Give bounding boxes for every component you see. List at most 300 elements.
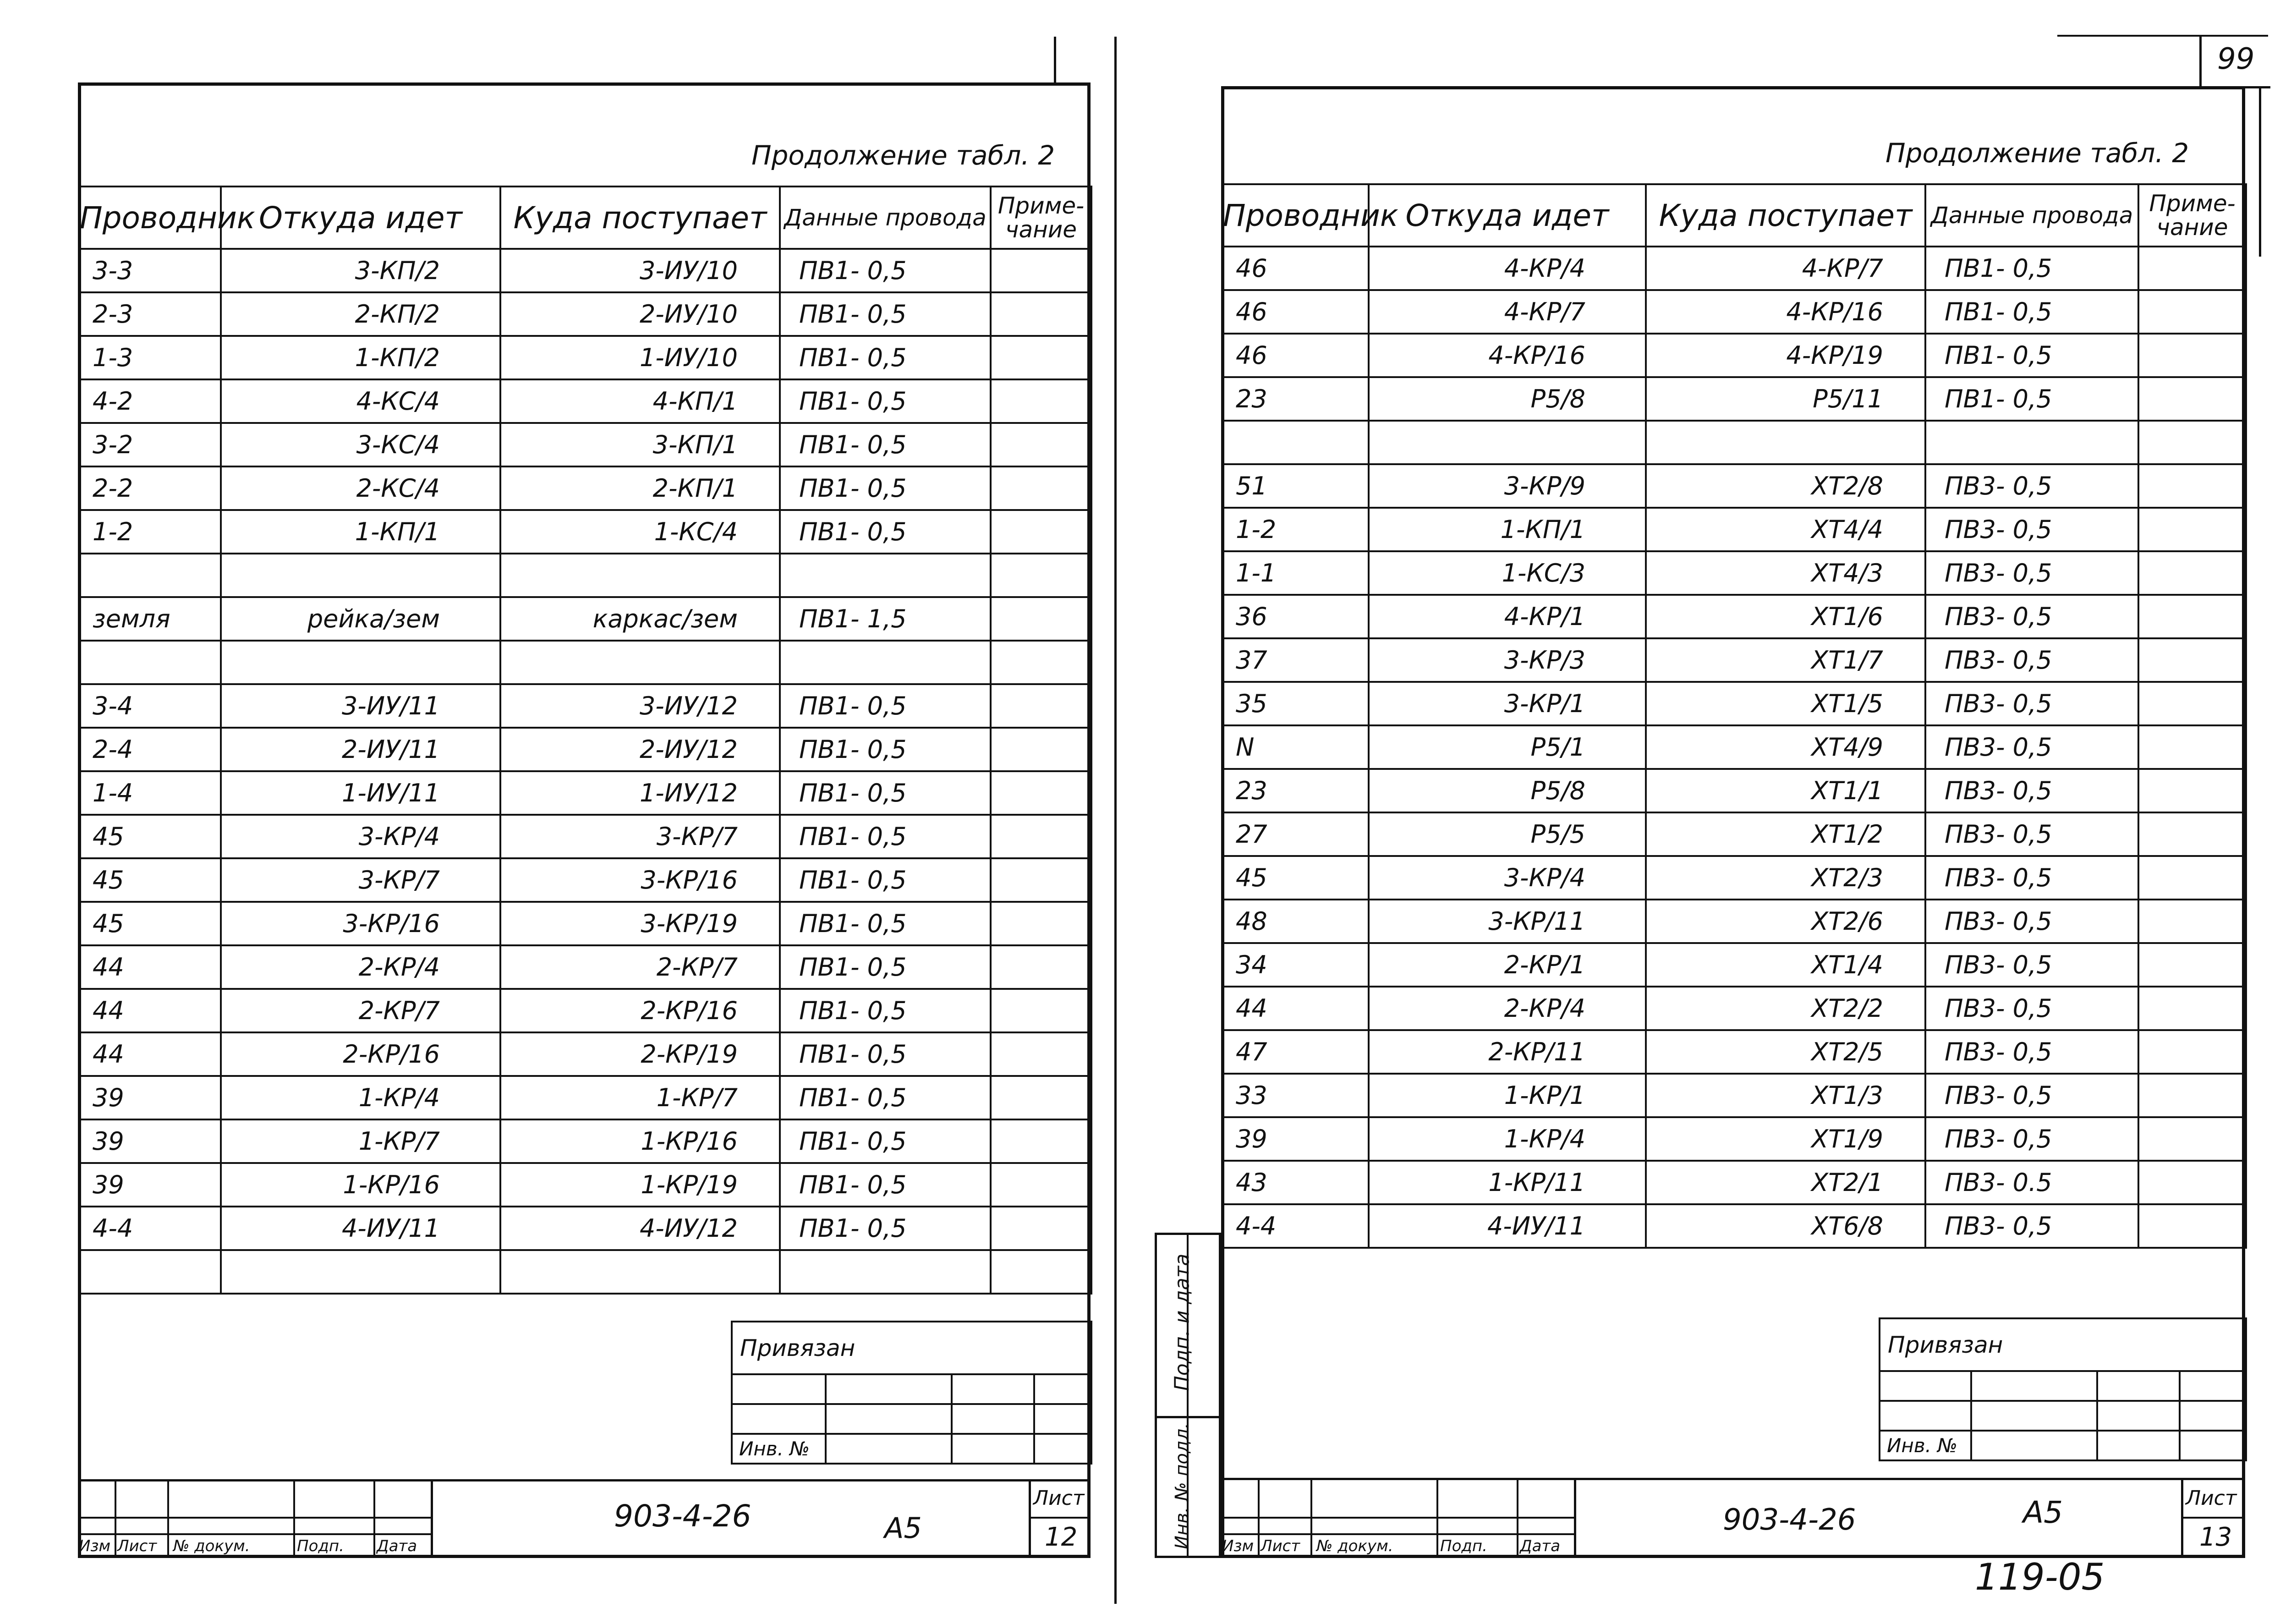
conductor-cell: N [1222, 725, 1369, 769]
to-cell: 1-КС/4 [500, 510, 780, 554]
note-cell [991, 684, 1091, 728]
to-cell: 2-КП/1 [500, 466, 780, 510]
wire-data-cell [780, 1250, 991, 1294]
note-cell [991, 1032, 1091, 1076]
table-row [1222, 508, 2246, 551]
note-cell [991, 597, 1091, 641]
table-header-row [1222, 184, 2246, 247]
from-cell: 3-КР/3 [1369, 638, 1646, 682]
table-row [1222, 769, 2246, 812]
wire-data-cell: ПВ3- 0,5 [1925, 1074, 2138, 1117]
note-cell [2138, 856, 2246, 900]
note-cell [2138, 377, 2246, 421]
from-cell: 4-КР/16 [1369, 334, 1646, 377]
note-cell [2138, 247, 2246, 290]
conductor-cell: 48 [1222, 900, 1369, 943]
table-row [79, 597, 1091, 641]
table-row [1222, 900, 2246, 943]
from-cell: 3-КР/9 [1369, 464, 1646, 508]
note-cell [991, 1076, 1091, 1119]
header-note: Приме-чание [991, 187, 1091, 249]
conductor-cell: 44 [79, 989, 221, 1032]
conductor-cell [79, 641, 221, 684]
from-cell: 4-КС/4 [221, 379, 500, 423]
from-cell: 3-ИУ/11 [221, 684, 500, 728]
note-cell [2138, 334, 2246, 377]
note-cell [991, 1119, 1091, 1163]
conductor-cell: 33 [1222, 1074, 1369, 1117]
from-cell: 4-ИУ/11 [1369, 1204, 1646, 1248]
to-cell: ХТ4/3 [1646, 551, 1925, 595]
left-tb-div [1029, 1479, 1031, 1558]
conductor-cell: 3-4 [79, 684, 221, 728]
right-sheet-number: 13 [2199, 1522, 2232, 1552]
table-row [1222, 334, 2246, 377]
right-doc-code: 903-4-26 [1723, 1503, 1856, 1537]
to-cell: 4-КР/19 [1646, 334, 1925, 377]
left-tb-sheet-sep [1029, 1517, 1091, 1519]
note-cell [991, 989, 1091, 1032]
to-cell: 2-КР/16 [500, 989, 780, 1032]
table-row [79, 1207, 1091, 1250]
to-cell: ХТ1/9 [1646, 1117, 1925, 1161]
wire-data-cell: ПВ3- 0,5 [1925, 769, 2138, 812]
from-cell: 4-КР/4 [1369, 247, 1646, 290]
wire-data-cell: ПВ3- 0,5 [1925, 638, 2138, 682]
to-cell: ХТ4/9 [1646, 725, 1925, 769]
conductor-cell [79, 554, 221, 597]
wire-data-cell: ПВ1- 0,5 [780, 1076, 991, 1119]
from-cell: 3-КР/4 [1369, 856, 1646, 900]
from-cell: Р5/5 [1369, 812, 1646, 856]
wire-data-cell: ПВ3- 0.5 [1925, 1161, 2138, 1204]
table-row [1222, 464, 2246, 508]
table-header-row [79, 187, 1091, 249]
table-row [79, 1163, 1091, 1207]
from-cell: 3-КР/16 [221, 902, 500, 945]
note-cell [2138, 943, 2246, 987]
conductor-cell: 1-4 [79, 771, 221, 815]
note-cell [2138, 464, 2246, 508]
table-row [1222, 1161, 2246, 1204]
to-cell: 4-КР/7 [1646, 247, 1925, 290]
conductor-cell: 3-3 [79, 249, 221, 292]
note-cell [991, 1250, 1091, 1294]
table-row [79, 815, 1091, 858]
conductor-cell: 39 [79, 1076, 221, 1119]
table-row [1222, 943, 2246, 987]
from-cell: Р5/8 [1369, 769, 1646, 812]
wire-data-cell: ПВ3- 0,5 [1925, 595, 2138, 638]
conductor-cell: 44 [1222, 987, 1369, 1030]
table-row [79, 336, 1091, 379]
conductor-cell: 46 [1222, 334, 1369, 377]
table-row [79, 684, 1091, 728]
from-cell: 1-КР/7 [221, 1119, 500, 1163]
wire-data-cell: ПВ3- 0,5 [1925, 987, 2138, 1030]
conductor-cell: 1-1 [1222, 551, 1369, 595]
table-row [1222, 812, 2246, 856]
note-cell [2138, 682, 2246, 725]
to-cell: ХТ1/5 [1646, 682, 1925, 725]
from-cell: 3-КР/7 [221, 858, 500, 902]
from-cell: 2-КП/2 [221, 292, 500, 336]
from-cell: 2-КР/1 [1369, 943, 1646, 987]
wire-data-cell: ПВ1- 0,5 [1925, 247, 2138, 290]
right-stamp-date: Дата [1520, 1537, 1561, 1555]
wire-data-cell: ПВ1- 0,5 [1925, 377, 2138, 421]
from-cell: 2-КС/4 [221, 466, 500, 510]
right-table-caption: Продолжение табл. 2 [1885, 137, 2189, 169]
privyazan-label-cell [732, 1322, 1091, 1374]
to-cell: ХТ2/1 [1646, 1161, 1925, 1204]
from-cell: 1-ИУ/11 [221, 771, 500, 815]
note-cell [2138, 508, 2246, 551]
to-cell: 2-КР/7 [500, 945, 780, 989]
to-cell: 3-ИУ/12 [500, 684, 780, 728]
note-cell [991, 771, 1091, 815]
conductor-cell: 36 [1222, 595, 1369, 638]
from-cell: Р5/8 [1369, 377, 1646, 421]
table-row [1222, 595, 2246, 638]
to-cell [500, 554, 780, 597]
wire-data-cell: ПВ1- 0,5 [780, 336, 991, 379]
from-cell: 2-КР/11 [1369, 1030, 1646, 1074]
table-row [79, 1076, 1091, 1119]
conductor-cell: 3-2 [79, 423, 221, 466]
to-cell: каркас/зем [500, 597, 780, 641]
wire-data-cell: ПВ1- 0,5 [780, 902, 991, 945]
table-row [79, 1250, 1091, 1294]
note-cell [991, 554, 1091, 597]
from-cell: 3-КР/4 [221, 815, 500, 858]
conductor-cell: 4-4 [79, 1207, 221, 1250]
table-row [1222, 1204, 2246, 1248]
table-row [79, 945, 1091, 989]
wire-data-cell: ПВ3- 0,5 [1925, 1204, 2138, 1248]
wire-data-cell: ПВ1- 0,5 [780, 466, 991, 510]
conductor-cell: 34 [1222, 943, 1369, 987]
from-cell: 4-КР/7 [1369, 290, 1646, 334]
to-cell: 1-КР/19 [500, 1163, 780, 1207]
wire-data-cell: ПВ1- 0,5 [780, 945, 991, 989]
privyazan-label: Привязан [740, 1334, 855, 1361]
table-row [79, 989, 1091, 1032]
right-tb-div [1574, 1478, 1576, 1558]
table-row [79, 466, 1091, 510]
note-cell [2138, 725, 2246, 769]
to-cell: ХТ2/5 [1646, 1030, 1925, 1074]
to-cell: ХТ1/6 [1646, 595, 1925, 638]
note-cell [991, 1207, 1091, 1250]
right-wiring-table [1221, 183, 2247, 1249]
right-stamp-izm: Изм [1222, 1537, 1254, 1555]
to-cell: 1-ИУ/12 [500, 771, 780, 815]
conductor-cell: 39 [1222, 1117, 1369, 1161]
right-format: А5 [2023, 1495, 2063, 1530]
from-cell: 1-КР/11 [1369, 1161, 1646, 1204]
right-stamp-list: Лист [1261, 1537, 1300, 1555]
conductor-cell: 47 [1222, 1030, 1369, 1074]
right-tb-sheet-sep [2181, 1517, 2245, 1519]
to-cell: ХТ1/1 [1646, 769, 1925, 812]
table-row [1222, 247, 2246, 290]
to-cell: ХТ1/4 [1646, 943, 1925, 987]
from-cell: 1-КР/16 [221, 1163, 500, 1207]
note-cell [991, 815, 1091, 858]
conductor-cell: 45 [79, 858, 221, 902]
left-stamp-col [373, 1479, 375, 1558]
right-stamp-col [1517, 1478, 1518, 1558]
wire-data-cell: ПВ1- 0,5 [780, 728, 991, 771]
page-number: 99 [2217, 42, 2255, 76]
wire-data-cell: ПВ1- 0,5 [780, 292, 991, 336]
conductor-cell: 2-3 [79, 292, 221, 336]
wire-data-cell: ПВ3- 0,5 [1925, 1117, 2138, 1161]
wire-data-cell: ПВ1- 0,5 [1925, 290, 2138, 334]
note-cell [991, 728, 1091, 771]
conductor-cell [79, 1250, 221, 1294]
note-cell [2138, 1161, 2246, 1204]
from-cell [221, 1250, 500, 1294]
to-cell: 3-ИУ/10 [500, 249, 780, 292]
wire-data-cell: ПВ1- 0,5 [780, 249, 991, 292]
wire-data-cell: ПВ1- 0,5 [780, 423, 991, 466]
table-row [1222, 987, 2246, 1030]
to-cell: 2-ИУ/10 [500, 292, 780, 336]
wire-data-cell: ПВ3- 0,5 [1925, 1030, 2138, 1074]
header-note: Приме-чание [2138, 184, 2246, 247]
from-cell: 1-КР/4 [221, 1076, 500, 1119]
wire-data-cell: ПВ3- 0,5 [1925, 900, 2138, 943]
conductor-cell: 1-2 [1222, 508, 1369, 551]
left-doc-code: 903-4-26 [614, 1498, 751, 1534]
note-cell [2138, 900, 2246, 943]
wire-data-cell: ПВ1- 0,5 [780, 379, 991, 423]
table-row [79, 423, 1091, 466]
to-cell: ХТ4/4 [1646, 508, 1925, 551]
left-tb-div [431, 1479, 433, 1558]
from-cell: 1-КП/1 [221, 510, 500, 554]
note-cell [991, 945, 1091, 989]
conductor-cell: 51 [1222, 464, 1369, 508]
table-row [79, 1032, 1091, 1076]
to-cell: 1-ИУ/10 [500, 336, 780, 379]
from-cell: 4-КР/1 [1369, 595, 1646, 638]
wire-data-cell: ПВ3- 0,5 [1925, 725, 2138, 769]
left-table-caption: Продолжение табл. 2 [751, 140, 1055, 171]
wire-data-cell: ПВ1- 0,5 [780, 1119, 991, 1163]
from-cell: 1-КР/1 [1369, 1074, 1646, 1117]
conductor-cell: земля [79, 597, 221, 641]
wire-data-cell: ПВ3- 0,5 [1925, 551, 2138, 595]
to-cell: 3-КР/7 [500, 815, 780, 858]
wire-data-cell: ПВ1- 0,5 [1925, 334, 2138, 377]
conductor-cell: 23 [1222, 769, 1369, 812]
right-stamp-col [1310, 1478, 1312, 1558]
left-wiring-table [78, 186, 1092, 1295]
wire-data-cell: ПВ1- 0,5 [780, 771, 991, 815]
header-from: Откуда идет [1369, 184, 1646, 247]
to-cell: ХТ1/3 [1646, 1074, 1925, 1117]
conductor-cell: 4-2 [79, 379, 221, 423]
wire-data-cell: ПВ1- 0,5 [780, 815, 991, 858]
inv-no-cell [732, 1434, 826, 1464]
to-cell: 3-КП/1 [500, 423, 780, 466]
right-stamp-row-line [1221, 1533, 1574, 1535]
conductor-cell: 1-2 [79, 510, 221, 554]
conductor-cell: 45 [79, 815, 221, 858]
to-cell: ХТ2/3 [1646, 856, 1925, 900]
header-from: Откуда идет [221, 187, 500, 249]
wire-data-cell: ПВ1- 0,5 [780, 1207, 991, 1250]
table-row [79, 858, 1091, 902]
table-row [79, 771, 1091, 815]
table-row [1222, 421, 2246, 464]
conductor-cell: 35 [1222, 682, 1369, 725]
table-row [79, 728, 1091, 771]
right-stamp-sign: Подп. [1440, 1537, 1487, 1555]
side-label-sign-date: Подп. и дата [1170, 1253, 1194, 1391]
note-cell [2138, 290, 2246, 334]
note-cell [991, 1163, 1091, 1207]
from-cell: Р5/1 [1369, 725, 1646, 769]
from-cell: 2-КР/4 [1369, 987, 1646, 1030]
table-row [79, 1119, 1091, 1163]
note-cell [2138, 1074, 2246, 1117]
left-list-label: Лист [1033, 1487, 1085, 1510]
conductor-cell: 4-4 [1222, 1204, 1369, 1248]
table-row [1222, 856, 2246, 900]
to-cell: 2-КР/19 [500, 1032, 780, 1076]
note-cell [991, 249, 1091, 292]
table-row [79, 249, 1091, 292]
from-cell: 1-КР/4 [1369, 1117, 1646, 1161]
header-to: Куда поступает [500, 187, 780, 249]
table-row [1222, 682, 2246, 725]
wire-data-cell: ПВ1- 0,5 [780, 1032, 991, 1076]
from-cell: 3-КР/11 [1369, 900, 1646, 943]
table-row [79, 641, 1091, 684]
to-cell: 3-КР/16 [500, 858, 780, 902]
from-cell: рейка/зем [221, 597, 500, 641]
from-cell: 2-КР/16 [221, 1032, 500, 1076]
conductor-cell: 39 [79, 1119, 221, 1163]
from-cell: 3-КС/4 [221, 423, 500, 466]
from-cell: 1-КП/2 [221, 336, 500, 379]
to-cell: 2-ИУ/12 [500, 728, 780, 771]
to-cell: 4-ИУ/12 [500, 1207, 780, 1250]
wire-data-cell: ПВ1- 0,5 [780, 684, 991, 728]
to-cell: 3-КР/19 [500, 902, 780, 945]
note-cell [2138, 1117, 2246, 1161]
left-stamp-row-line [78, 1533, 431, 1535]
conductor-cell: 43 [1222, 1161, 1369, 1204]
right-stamp-col [1258, 1478, 1260, 1558]
header-conductor: Проводник [79, 187, 221, 249]
to-cell: 4-КР/16 [1646, 290, 1925, 334]
conductor-cell: 1-3 [79, 336, 221, 379]
right-stamp-row-line [1221, 1517, 1574, 1519]
from-cell: 4-ИУ/11 [221, 1207, 500, 1250]
note-cell [991, 858, 1091, 902]
conductor-cell: 37 [1222, 638, 1369, 682]
note-cell [2138, 987, 2246, 1030]
to-cell: 1-КР/16 [500, 1119, 780, 1163]
wire-data-cell: ПВ1- 0,5 [780, 858, 991, 902]
table-row [79, 902, 1091, 945]
table-row [1222, 1074, 2246, 1117]
header-to: Куда поступает [1646, 184, 1925, 247]
note-cell [991, 510, 1091, 554]
to-cell: ХТ1/2 [1646, 812, 1925, 856]
conductor-cell: 39 [79, 1163, 221, 1207]
from-cell [221, 641, 500, 684]
wire-data-cell: ПВ3- 0,5 [1925, 943, 2138, 987]
left-stamp-col [115, 1479, 116, 1558]
right-margin-rule [2259, 87, 2261, 257]
table-row [1222, 377, 2246, 421]
wire-data-cell: ПВ3- 0,5 [1925, 464, 2138, 508]
note-cell [991, 902, 1091, 945]
to-cell: ХТ2/2 [1646, 987, 1925, 1030]
bottom-archive-code: 119-05 [1975, 1556, 2105, 1598]
page-number-box [2199, 36, 2270, 88]
header-wire-data: Данные провода [780, 187, 991, 249]
to-cell: Р5/11 [1646, 377, 1925, 421]
conductor-cell [1222, 421, 1369, 464]
right-stamp-doc: № докум. [1316, 1537, 1393, 1555]
table-row [1222, 1030, 2246, 1074]
from-cell [221, 554, 500, 597]
note-cell [2138, 1204, 2246, 1248]
table-row [79, 379, 1091, 423]
inv-no-label: Инв. № [739, 1437, 810, 1460]
left-stamp-sign: Подп. [297, 1537, 344, 1555]
right-stamp-col [1436, 1478, 1438, 1558]
table-row [1222, 638, 2246, 682]
table-row [1222, 1117, 2246, 1161]
from-cell: 1-КС/3 [1369, 551, 1646, 595]
wire-data-cell: ПВ3- 0,5 [1925, 682, 2138, 725]
wire-data-cell: ПВ1- 0,5 [780, 510, 991, 554]
left-stamp-list: Лист [117, 1537, 157, 1555]
conductor-cell: 46 [1222, 290, 1369, 334]
header-conductor: Проводник [1222, 184, 1369, 247]
wire-data-cell: ПВ3- 0,5 [1925, 508, 2138, 551]
note-cell [991, 423, 1091, 466]
note-cell [2138, 551, 2246, 595]
left-privyazan-block [731, 1321, 1092, 1465]
table-row [79, 510, 1091, 554]
inv-no-cell [1880, 1431, 1971, 1460]
header-wire-data: Данные провода [1925, 184, 2138, 247]
from-cell: 3-КР/1 [1369, 682, 1646, 725]
wire-data-cell: ПВ1- 0,5 [780, 1163, 991, 1207]
to-cell: ХТ1/7 [1646, 638, 1925, 682]
to-cell: ХТ2/8 [1646, 464, 1925, 508]
left-stamp-doc: № докум. [173, 1537, 250, 1555]
left-stamp-col [167, 1479, 169, 1558]
note-cell [2138, 421, 2246, 464]
conductor-cell: 44 [79, 1032, 221, 1076]
center-divider-line [1114, 37, 1117, 1604]
note-cell [991, 379, 1091, 423]
conductor-cell: 45 [79, 902, 221, 945]
to-cell: 4-КП/1 [500, 379, 780, 423]
conductor-cell: 2-2 [79, 466, 221, 510]
from-cell: 3-КП/2 [221, 249, 500, 292]
